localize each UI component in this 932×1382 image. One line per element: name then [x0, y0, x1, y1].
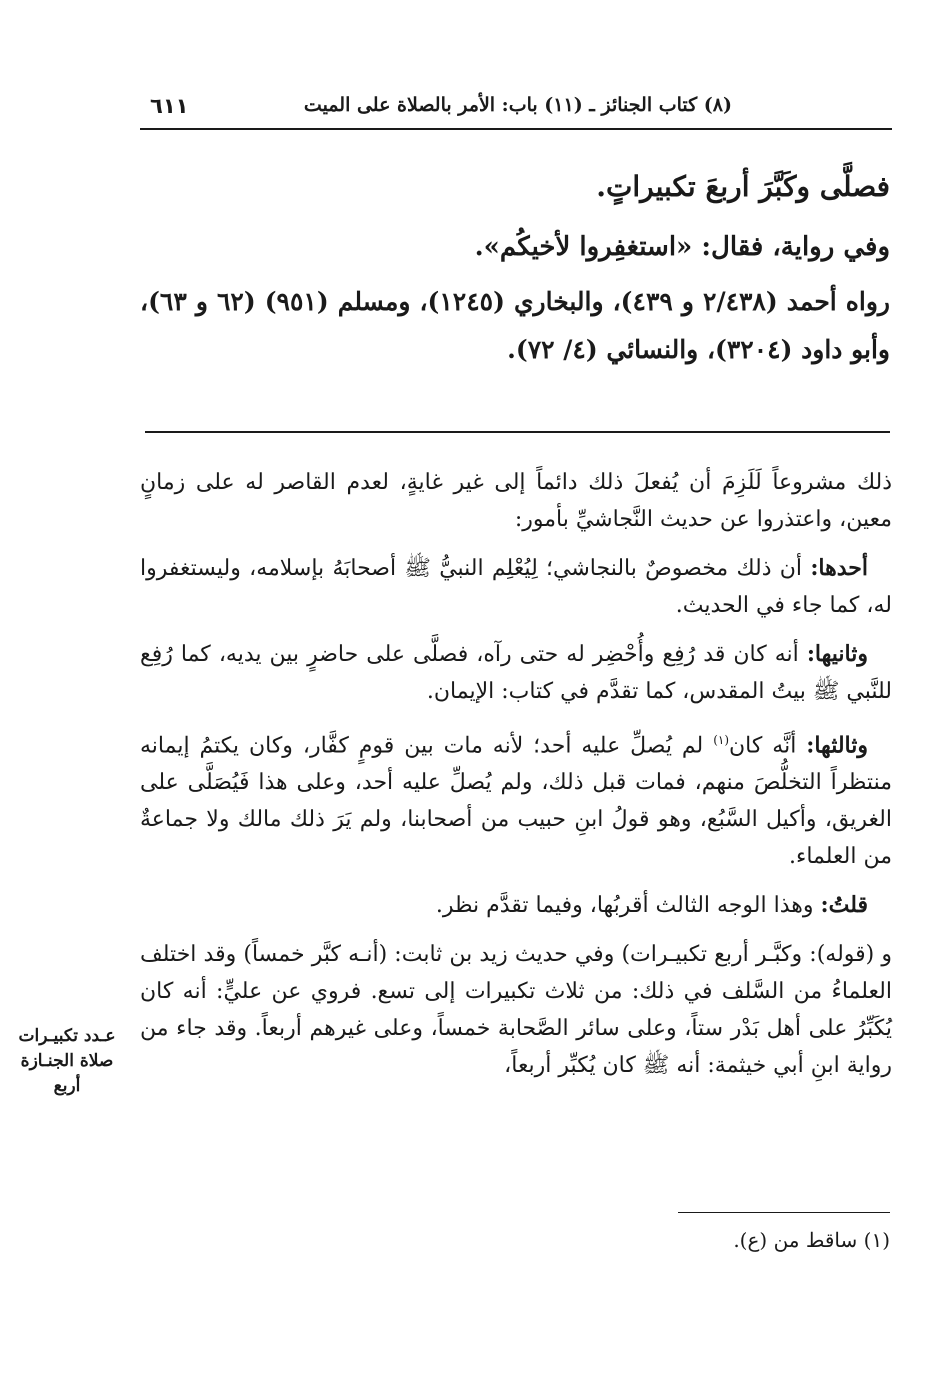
margin-note-line: صلاة الجنـازة [20, 1051, 114, 1071]
paragraph-text: أنه كان قد رُفِع وأُحْضِر له حتى رآه، فصلَّى على حاضرٍ بين يديه، كما رُفِع للنَّبي ﷺ بيتُ المقدس، كما تقدَّم في كتاب: الإيمان. [140, 642, 892, 704]
commentary-paragraph-1: ذلك مشروعاً لَلَزِمَ أن يُفعلَ ذلك دائماً إلى غير غايةٍ، لعدم القاصر له على زمانٍ معين، واعتذروا عن حديث النَّجاشيِّ بأمور: [140, 470, 892, 532]
hadith-text-block [140, 162, 890, 374]
chapter-title: (٨) كتاب الجنائز ـ (١١) باب: الأمر بالصلاة على الميت [303, 94, 732, 116]
paragraph-text: أن ذلك مخصوصٌ بالنجاشي؛ لِيُعْلِم النبيُّ ﷺ أصحابَهُ بإسلامه، وليستغفروا له، كما جاء في الحديث. [140, 556, 892, 618]
commentary-block [140, 464, 892, 1096]
section-divider [145, 431, 890, 433]
footnote: (١) ساقط من (ع). [733, 1228, 890, 1252]
hadith-line-1: فصلَّى وكَبَّرَ أربعَ تكبيراتٍ. [596, 170, 890, 203]
paragraph-lead: وثالثها: [806, 732, 868, 759]
commentary-paragraph-5 [140, 887, 892, 924]
margin-note [8, 1024, 126, 1099]
commentary-paragraph-2 [140, 550, 892, 624]
page-number: ٦١١ [150, 94, 189, 118]
paragraph-lead: قلتُ: [820, 892, 868, 919]
commentary-paragraph-6: و (قوله): وكبَّـر أربع تكبيـرات) وفي حديث زيد بن ثابت: (أنـه كبَّر خمساً) وقد اختلف العلماءُ من السَّلف في ذلك: من ثلاث تكبيرات إلى تسع. فروي عن عليٍّ: أنه كان يُكَبِّرُ على أهل بَدْر ستاً، وعلى سائر الصَّحابة خمساً، وعلى غيرهم أربعاً. وقد جاء من رواية ابنِ أبي خيثمة: أنه ﷺ كان يُكبِّر أربعاً، [140, 942, 892, 1079]
margin-note-line: أربع [53, 1076, 81, 1096]
hadith-line-2: وفي رواية، فقال: «استغفِروا لأخيكُم». [474, 232, 890, 262]
commentary-paragraph-4 [140, 722, 892, 875]
paragraph-text: أنَّه كان [729, 733, 807, 759]
footnote-divider [678, 1212, 890, 1213]
footnote-reference: (١) [713, 733, 730, 747]
paragraph-lead: وثانيها: [806, 641, 868, 667]
paragraph-lead: أحدها: [810, 555, 868, 581]
commentary-paragraph-3 [140, 636, 892, 710]
header-divider [140, 128, 892, 130]
paragraph-text: لم يُصلِّ عليه أحد؛ لأنه مات بين قومٍ كفَّار، وكان يكتمُ إيمانه منتظراً التخلُّصَ منهم، فمات قبل ذلك، ولم يُصلِّ عليه أحد، وعلى هذا فَيُصَلَّى على الغريق، وأكيل السَّبُع، وهو قولُ ابنِ حبيب من أصحابنا، ولم يَرَ ذلك مالك ولا جماعةٌ من العلماء. [140, 733, 892, 870]
hadith-citation: رواه أحمد (٢/٤٣٨ و ٤٣٩)، والبخاري (١٢٤٥)، ومسلم (٩٥١) (٦٢ و ٦٣)، وأبو داود (٣٢٠٤)، والنسائي (٤/ ٧٢). [140, 287, 890, 364]
paragraph-text: وهذا الوجه الثالث أقربُها، وفيما تقدَّم نظر. [435, 893, 821, 919]
margin-note-line: عـدد تكبيـرات [18, 1026, 116, 1046]
